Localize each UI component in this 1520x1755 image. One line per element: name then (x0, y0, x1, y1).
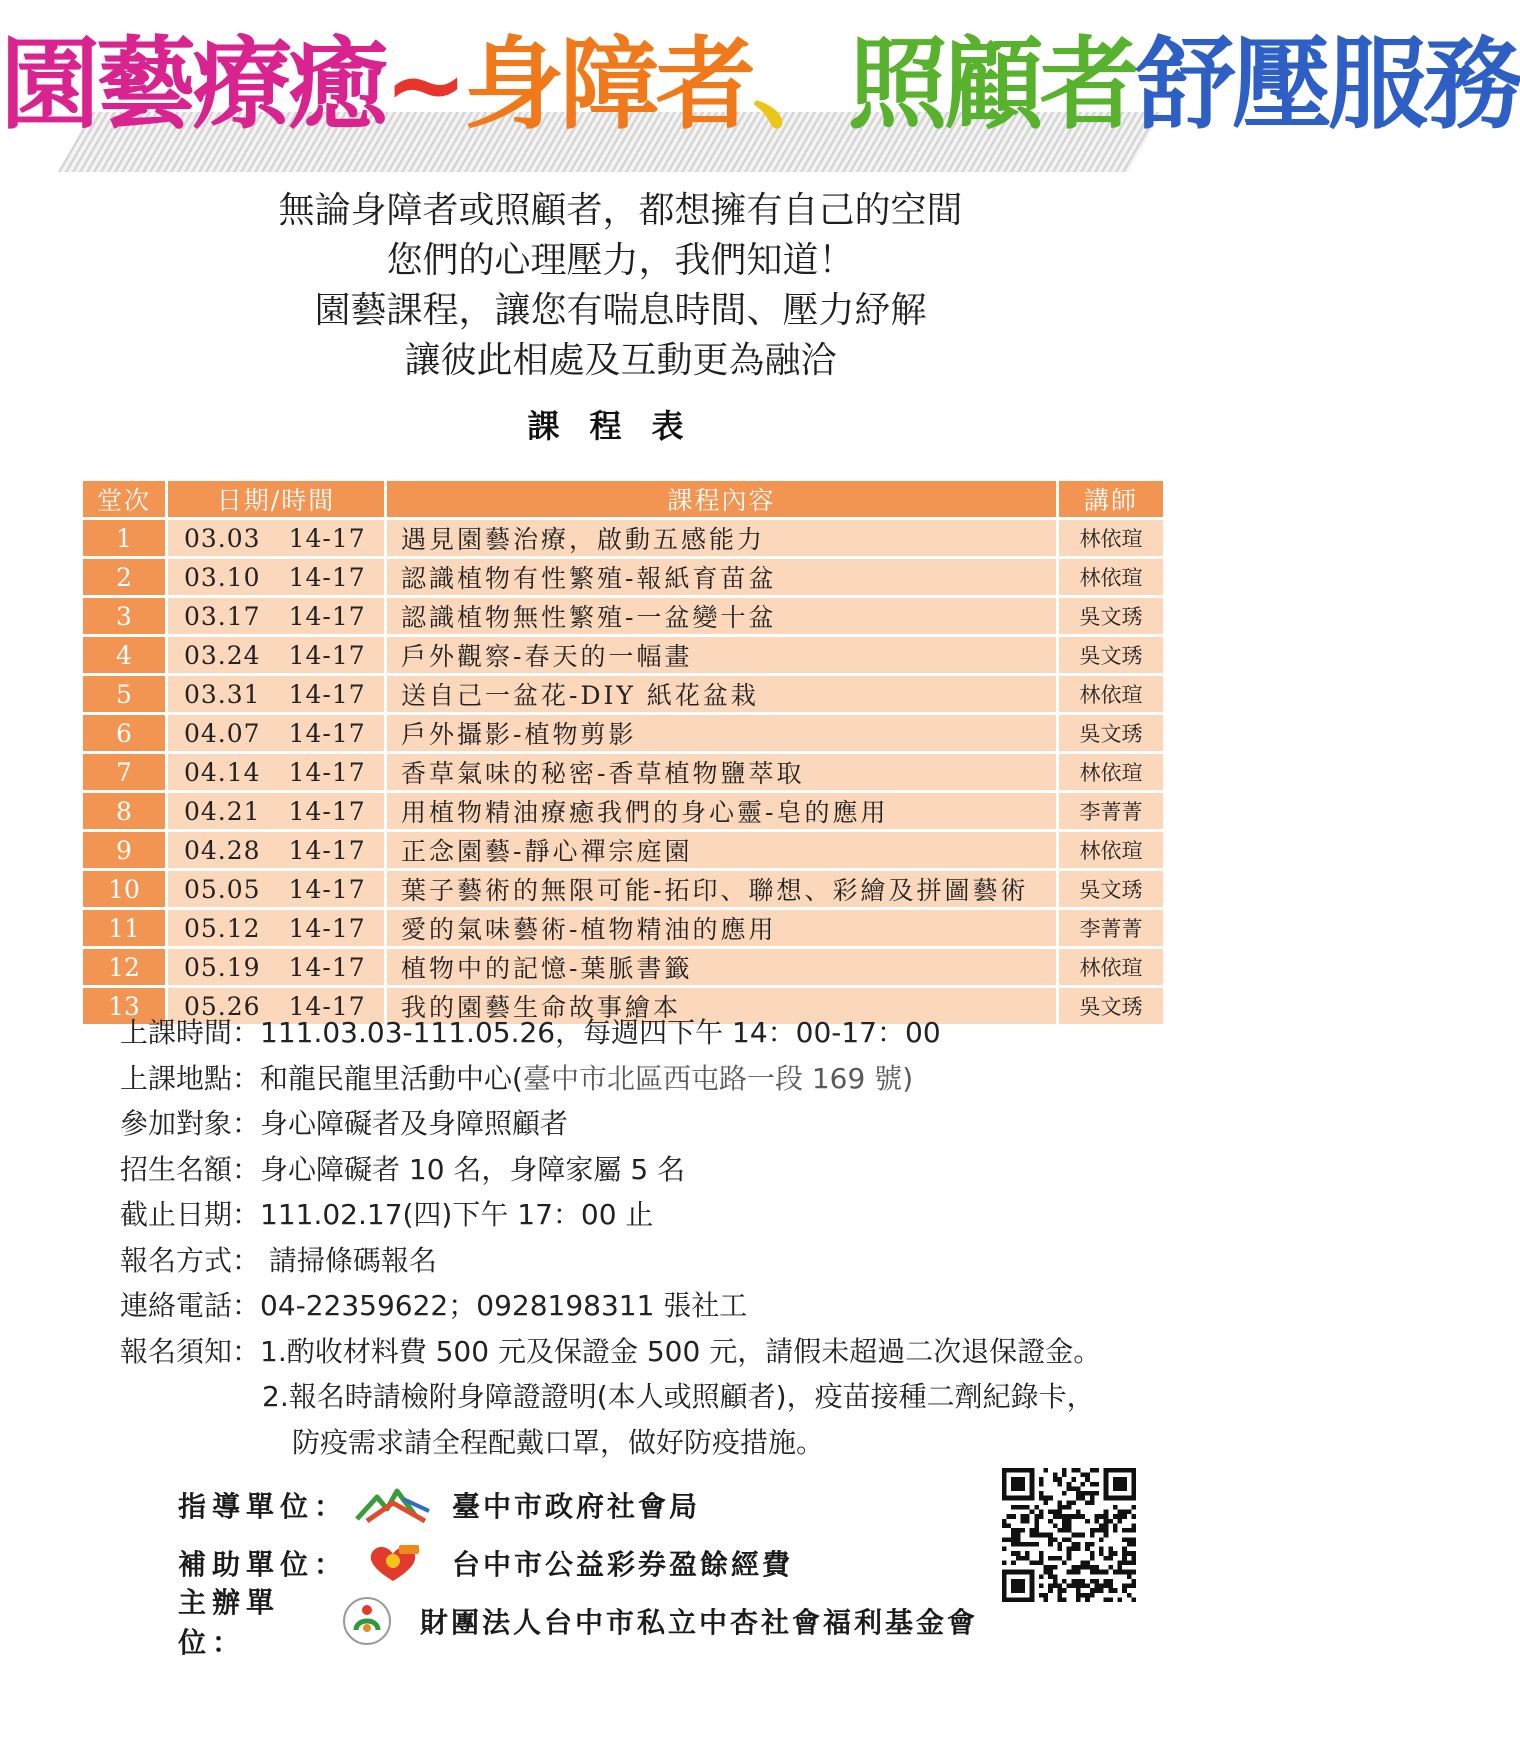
session-datetime (168, 949, 384, 985)
session-datetime (168, 559, 384, 595)
session-time: 14-17 (288, 757, 366, 787)
session-time: 14-17 (288, 991, 366, 1021)
session-number: 10 (83, 871, 165, 907)
title-seg-4: 、 (751, 26, 848, 143)
sponsor-organizer (178, 1586, 978, 1659)
session-number: 3 (83, 598, 165, 634)
session-teacher: 吳文琇 (1059, 715, 1163, 751)
info-notice-2: 2.報名時請檢附身障證證明(本人或照顧者)，疫苗接種二劑紀錄卡， (262, 1380, 1095, 1413)
session-content: 認識植物有性繁殖-報紙育苗盆 (387, 559, 1056, 595)
header-session: 堂次 (83, 481, 165, 517)
course-info (120, 1010, 1190, 1465)
intro-line-4: 讓彼此相處及互動更為融洽 (404, 340, 837, 381)
session-date: 04.14 (184, 757, 261, 787)
location-label: 上課地點：和龍民龍里活動中心( (120, 1061, 523, 1095)
table-row (83, 832, 1163, 868)
info-signup: 報名方式： 請掃條碼報名 (120, 1243, 437, 1277)
session-teacher: 林依瑄 (1059, 949, 1163, 985)
foundation-logo-icon (327, 1596, 406, 1646)
session-content: 葉子藝術的無限可能-拓印、聯想、彩繪及拼圖藝術 (387, 871, 1056, 907)
sponsor-org: 台中市公益彩券盈餘經費 (452, 1548, 794, 1581)
session-teacher: 林依瑄 (1059, 676, 1163, 712)
table-row (83, 754, 1163, 790)
table-row (83, 910, 1163, 946)
sponsor-label: 指導單位： (178, 1490, 349, 1523)
session-datetime (168, 637, 384, 673)
table-row (83, 637, 1163, 673)
session-content: 戶外攝影-植物剪影 (387, 715, 1056, 751)
table-row (83, 715, 1163, 751)
session-date: 05.12 (184, 913, 261, 943)
table-row (83, 520, 1163, 556)
poster-title (0, 22, 1520, 147)
title-seg-2: ~ (384, 26, 464, 143)
session-teacher: 林依瑄 (1059, 559, 1163, 595)
session-datetime (168, 520, 384, 556)
intro-text (0, 186, 1241, 386)
session-number: 13 (83, 988, 165, 1024)
session-content: 我的園藝生命故事繪本 (387, 988, 1056, 1024)
table-row (83, 949, 1163, 985)
session-datetime (168, 598, 384, 634)
session-time: 14-17 (288, 835, 366, 865)
session-teacher: 吳文琇 (1059, 598, 1163, 634)
session-datetime (168, 910, 384, 946)
session-content: 愛的氣味藝術-植物精油的應用 (387, 910, 1056, 946)
session-content: 用植物精油療癒我們的身心靈-皂的應用 (387, 793, 1056, 829)
session-number: 5 (83, 676, 165, 712)
intro-line-3: 園藝課程，讓您有喘息時間、壓力紓解 (314, 290, 927, 331)
header-datetime: 日期/時間 (168, 481, 384, 517)
info-notice-1: 報名須知：1.酌收材料費 500 元及保證金 500 元，請假未超過二次退保證金。 (120, 1334, 1102, 1368)
table-header-row (83, 481, 1163, 517)
info-location (120, 1056, 1190, 1102)
taichung-city-logo-icon (348, 1480, 438, 1530)
session-teacher: 李菁菁 (1059, 910, 1163, 946)
session-datetime (168, 676, 384, 712)
session-datetime (168, 832, 384, 868)
session-content: 正念園藝-靜心禪宗庭園 (387, 832, 1056, 868)
session-date: 03.31 (184, 679, 261, 709)
session-date: 04.21 (184, 796, 261, 826)
session-number: 4 (83, 637, 165, 673)
session-teacher: 林依瑄 (1059, 754, 1163, 790)
session-time: 14-17 (288, 718, 366, 748)
sponsor-guidance (178, 1476, 978, 1534)
session-number: 12 (83, 949, 165, 985)
info-phone: 連絡電話：04-22359622；0928198311 張社工 (120, 1289, 748, 1322)
session-content: 送自己一盆花-DIY 紙花盆栽 (387, 676, 1056, 712)
welfare-lottery-logo-icon (348, 1538, 438, 1588)
session-datetime (168, 754, 384, 790)
info-deadline: 截止日期：111.02.17(四)下午 17：00 止 (120, 1198, 654, 1231)
session-number: 9 (83, 832, 165, 868)
session-teacher: 林依瑄 (1059, 832, 1163, 868)
session-number: 8 (83, 793, 165, 829)
session-date: 04.07 (184, 718, 261, 748)
info-class-time: 上課時間：111.03.03-111.05.26，每週四下午 14：00-17：00 (120, 1016, 941, 1049)
sponsor-label: 主辦單位： (178, 1586, 281, 1659)
session-date: 05.26 (184, 991, 261, 1021)
session-content: 戶外觀察-春天的一幅畫 (387, 637, 1056, 673)
session-teacher: 吳文琇 (1059, 637, 1163, 673)
info-quota: 招生名額：身心障礙者 10 名，身障家屬 5 名 (120, 1152, 686, 1186)
session-date: 03.10 (184, 562, 261, 592)
sponsor-label: 補助單位： (178, 1548, 349, 1581)
session-teacher: 吳文琇 (1059, 988, 1163, 1024)
course-schedule-table (80, 478, 1166, 1027)
header-content: 課程內容 (387, 481, 1056, 517)
table-row (83, 559, 1163, 595)
session-teacher: 吳文琇 (1059, 871, 1163, 907)
title-seg-5: 照顧者 (847, 26, 1136, 143)
session-content: 香草氣味的秘密-香草植物鹽萃取 (387, 754, 1056, 790)
location-address: 臺中市北區西屯路一段 169 號 (522, 1061, 903, 1095)
session-time: 14-17 (288, 562, 366, 592)
session-time: 14-17 (288, 640, 366, 670)
info-participants: 參加對象：身心障礙者及身障照顧者 (120, 1107, 569, 1140)
title-seg-6: 舒壓服務 (1135, 26, 1520, 143)
session-date: 03.17 (184, 601, 261, 631)
sponsor-org: 臺中市政府社會局 (452, 1490, 701, 1523)
title-seg-1: 園藝療癒 (0, 26, 384, 143)
info-notice-3: 防疫需求請全程配戴口罩，做好防疫措施。 (292, 1425, 825, 1459)
session-teacher: 林依瑄 (1059, 520, 1163, 556)
session-number: 2 (83, 559, 165, 595)
location-close: ) (902, 1061, 914, 1095)
session-time: 14-17 (288, 601, 366, 631)
session-time: 14-17 (288, 913, 366, 943)
session-datetime (168, 871, 384, 907)
session-teacher: 李菁菁 (1059, 793, 1163, 829)
session-datetime (168, 793, 384, 829)
session-number: 1 (83, 520, 165, 556)
session-date: 04.28 (184, 835, 261, 865)
table-row (83, 871, 1163, 907)
intro-line-1: 無論身障者或照顧者，都想擁有自己的空間 (278, 190, 963, 231)
session-content: 植物中的記憶-葉脈書籤 (387, 949, 1056, 985)
table-row (83, 676, 1163, 712)
session-time: 14-17 (288, 523, 366, 553)
sponsor-org: 財團法人台中市私立中杏社會福利基金會 (419, 1606, 978, 1639)
session-time: 14-17 (288, 874, 366, 904)
title-seg-3: 身障者 (463, 26, 752, 143)
session-datetime (168, 715, 384, 751)
session-date: 03.03 (184, 523, 261, 553)
session-time: 14-17 (288, 952, 366, 982)
session-date: 05.19 (184, 952, 261, 982)
session-date: 03.24 (184, 640, 261, 670)
session-number: 11 (83, 910, 165, 946)
intro-line-2: 您們的心理壓力，我們知道！ (386, 240, 855, 281)
header-teacher: 講師 (1059, 481, 1163, 517)
schedule-title: 課程表 (527, 407, 714, 445)
table-body (83, 520, 1163, 1024)
table-row (83, 598, 1163, 634)
session-time: 14-17 (288, 796, 366, 826)
session-content: 認識植物無性繁殖-一盆變十盆 (387, 598, 1056, 634)
table-row (83, 793, 1163, 829)
session-number: 6 (83, 715, 165, 751)
sponsor-list (178, 1476, 978, 1659)
session-time: 14-17 (288, 679, 366, 709)
session-number: 7 (83, 754, 165, 790)
signup-qr-code-icon[interactable] (1002, 1468, 1136, 1602)
session-content: 遇見園藝治療，啟動五感能力 (387, 520, 1056, 556)
session-date: 05.05 (184, 874, 261, 904)
